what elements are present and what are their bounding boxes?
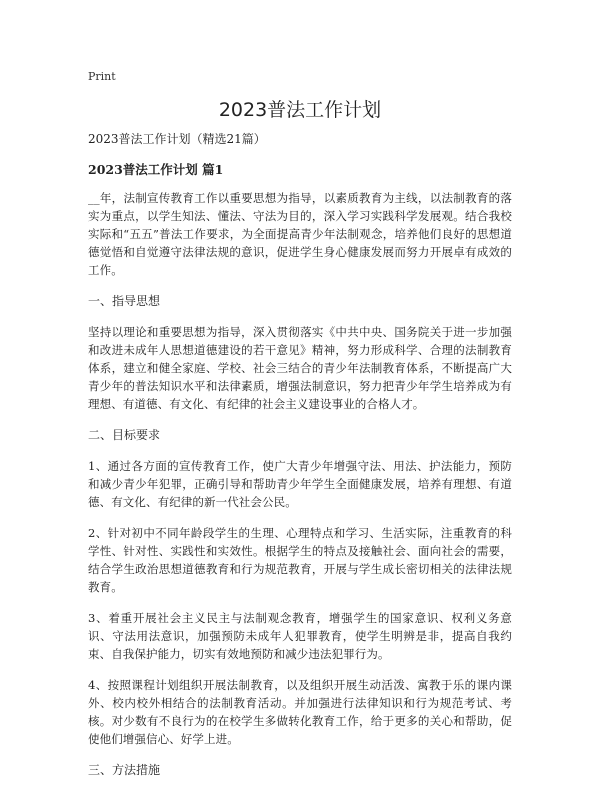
intro-paragraph: __年，法制宣传教育工作以重要思想为指导，以素质教育为主线，以法制教育的落实为重点，以学生知法、懂法、守法为目的，深入学习实践科学发展观。结合我校实际和“五五”普法工作要求，为全面提高青少年法制观念，培养他们良好的思想道德觉悟和自觉遵守法律法规的意识，促进学生身心健康发展而努力开展卓有成效的工作。 [88, 191, 512, 277]
heading-methods: 三、方法措施 [88, 763, 161, 777]
page-title: 2023普法工作计划 [218, 99, 382, 121]
goal-item-1: 1、通过各方面的宣传教育工作，使广大青少年增强守法、用法、护法能力，预防和减少青少年犯罪，正确引导和帮助青少年学生全面健康发展，培养有理想、有道德、有文化、有纪律的新一代社会公民。 [88, 459, 512, 509]
goal-item-3: 3、着重开展社会主义民主与法制观念教育，增强学生的国家意识、权利义务意识、守法用法意识，加强预防未成年人犯罪教育，使学生明辨是非，提高自我约束、自我保护能力，切实有效地预防和减少违法犯罪行为。 [88, 611, 512, 661]
section-heading: 2023普法工作计划 篇1 [88, 162, 224, 177]
goal-item-2: 2、针对初中不同年龄段学生的生理、心理特点和学习、生活实际，注重教育的科学性、针对性、实践性和实效性。根据学生的特点及接触社会、面向社会的需要，结合学生政治思想道德教育和行为规范教育，开展与学生成长密切相关的法律法规教育。 [88, 526, 512, 594]
print-link[interactable]: Print [88, 70, 116, 83]
document-body [88, 130, 512, 792]
heading-guiding-ideology: 一、指导思想 [88, 294, 161, 308]
goal-item-4: 4、按照课程计划组织开展法制教育，以及组织开展生动活泼、寓教于乐的课内课外、校内校外相结合的法制教育活动。并加强进行法律知识和行为规范考试、考核。对少数有不良行为的在校学生多做转化教育工作，给于更多的关心和帮助，促使他们增强信心、好学上进。 [88, 678, 512, 746]
document-subtitle: 2023普法工作计划（精选21篇） [88, 132, 266, 146]
guiding-ideology-paragraph: 坚持以理论和重要思想为指导，深入贯彻落实《中共中央、国务院关于进一步加强和改进未成年人思想道德建设的若干意见》精神，努力形成科学、合理的法制教育体系，建立和健全家庭、学校、社会三结合的青少年法制教育体系，不断提高广大青少年的普法知识水平和法律素质，增强法制意识，努力把青少年学生培养成为有理想、有道德、有文化、有纪律的社会主义建设事业的合格人才。 [88, 325, 512, 411]
heading-goals: 二、目标要求 [88, 428, 161, 442]
